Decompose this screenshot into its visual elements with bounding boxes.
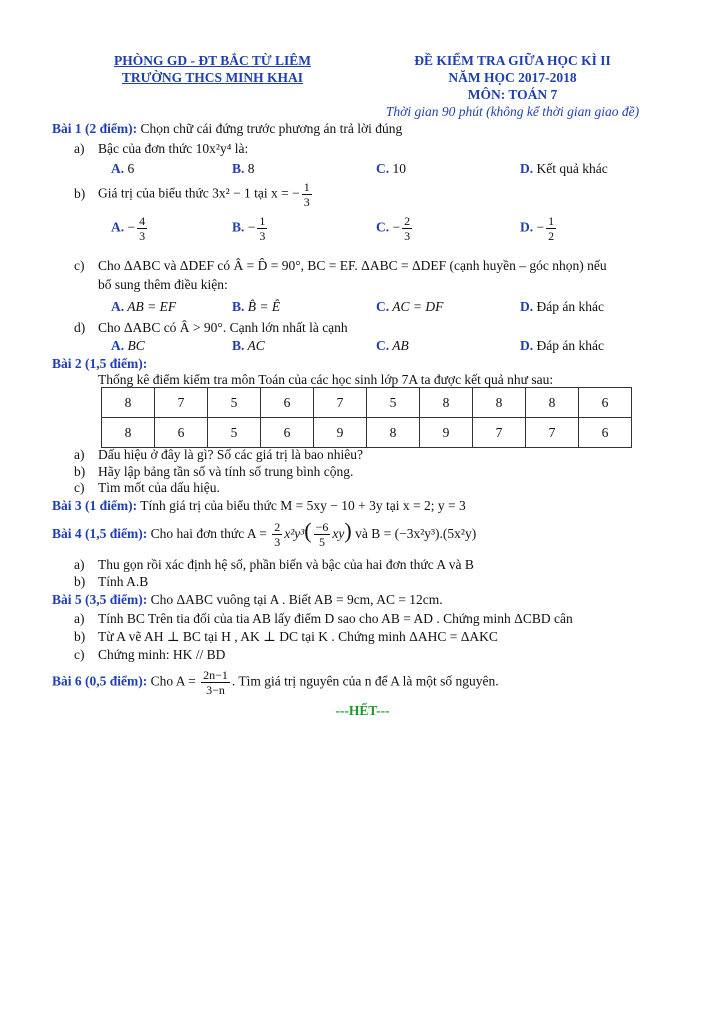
bai1-c-text: Cho ΔABC và ΔDEF có Â = D̂ = 90°, BC = EF. ΔABC = ΔDEF (cạnh huyền – góc nhọn) nếu xyxy=(98,258,607,273)
bai1-d-question: d) Cho ΔABC có Â > 90°. Cạnh lớn nhất là cạnh xyxy=(74,320,348,335)
bai6-heading: Bài 6 (0,5 điểm): Cho A = $\frac{2n-1}{3-n}$ . Tìm giá trị nguyên của n để A là một số nguyên. xyxy=(52,668,499,697)
bai4-title: Bài 4 (1,5 điểm): xyxy=(52,526,148,541)
bai3-title: Bài 3 (1 điểm): xyxy=(52,498,138,513)
bai1-a-option-b: B. 8 xyxy=(232,161,255,176)
bai1-d-option-c: C. AB xyxy=(376,338,409,353)
bai2-b: b) Hãy lập bảng tần số và tính số trung bình cộng. xyxy=(74,464,354,479)
exam-header xyxy=(370,52,655,120)
bai6-title: Bài 6 (0,5 điểm): xyxy=(52,673,148,689)
fraction-2n-1-over-3-n: $\frac{2n-1}{3-n}$ xyxy=(203,668,228,697)
school-header xyxy=(90,52,335,86)
bai1-b-question: b) Giá trị của biểu thức 3x² − 1 tại x = − $\frac{1}{3}$ xyxy=(74,180,310,209)
school-year: NĂM HỌC 2017-2018 xyxy=(448,70,577,85)
school-name: TRƯỜNG THCS MINH KHAI xyxy=(121,70,304,85)
bai1-text: Chọn chữ cái đứng trước phương án trả lời đúng xyxy=(137,121,403,136)
bai1-b-option-c: C. − $\frac{2}{3}$ xyxy=(376,214,411,243)
bai2-title: Bài 2 (1,5 điểm): xyxy=(52,356,148,371)
bai2-heading xyxy=(52,356,685,372)
bai1-d-option-a: A. BC xyxy=(111,338,145,353)
bai4-b-expr: và B = (−3x²y³).(5x²y) xyxy=(355,526,477,541)
table-row: 8 6 5 6 9 8 9 7 7 6 xyxy=(102,418,632,448)
bai5-c: c) Chứng minh: HK // BD xyxy=(74,647,226,662)
bai1-d-option-d: D. Đáp án khác xyxy=(520,338,604,353)
bai2-c: c) Tìm mốt của dấu hiệu. xyxy=(74,480,220,495)
subject: MÔN: TOÁN 7 xyxy=(467,87,558,102)
bai1-b-option-d: D. − $\frac{1}{2}$ xyxy=(520,214,555,243)
bai1-b-option-a: A. − $\frac{4}{3}$ xyxy=(111,214,146,243)
department-name: PHÒNG GD - ĐT BẮC TỪ LIÊM xyxy=(113,53,311,68)
bai1-a-option-a: A. 6 xyxy=(111,161,135,176)
bai3-heading xyxy=(52,498,685,514)
bai2-intro: Thống kê điểm kiểm tra môn Toán của các học sinh lớp 7A ta được kết quả như sau: xyxy=(98,372,554,387)
bai1-b-text: Giá trị của biểu thức 3x² − 1 tại x = − xyxy=(98,185,300,201)
bai4-b: b) Tính A.B xyxy=(74,574,149,589)
end-marker: ---HẾT--- xyxy=(335,703,390,718)
bai1-a-option-c: C. 10 xyxy=(376,161,406,176)
bai1-d-option-b: B. AC xyxy=(232,338,265,353)
bai1-c-option-b: B. B̂ = Ê xyxy=(232,299,281,314)
label-a: a) xyxy=(74,141,85,156)
bai1-title: Bài 1 (2 điểm): xyxy=(52,121,138,136)
bai1-c-option-a: A. AB = EF xyxy=(111,299,177,314)
bai5-b: b) Từ A vẽ AH ⊥ BC tại H , AK ⊥ DC tại K . Chứng minh ΔAHC = ΔAKC xyxy=(74,629,498,644)
bai1-d-text: Cho ΔABC có Â > 90°. Cạnh lớn nhất là cạnh xyxy=(98,320,348,335)
bai1-c-option-c: C. AC = DF xyxy=(376,299,444,314)
bai2-a: a) Dấu hiệu ở đây là gì? Số các giá trị là bao nhiêu? xyxy=(74,447,364,462)
bai1-c-question: c) Cho ΔABC và ΔDEF có Â = D̂ = 90°, BC = EF. ΔABC = ΔDEF (cạnh huyền – góc nhọn) nếu xyxy=(74,258,607,273)
bai1-heading xyxy=(52,121,685,137)
table-row: 8 7 5 6 7 5 8 8 8 6 xyxy=(102,388,632,418)
exam-time: Thời gian 90 phút (không kể thời gian giao đề) xyxy=(385,104,640,119)
exam-title: ĐỀ KIỂM TRA GIỮA HỌC KÌ II xyxy=(414,53,611,68)
bai5-heading: Bài 5 (3,5 điểm): Cho ΔABC vuông tại A . Biết AB = 9cm, AC = 12cm. xyxy=(52,592,443,607)
fraction-1-3: $\frac{1}{3}$ xyxy=(303,180,310,209)
bai1-a-option-d: D. Kết quả khác xyxy=(520,161,608,176)
bai4-a: a) Thu gọn rồi xác định hệ số, phần biến và bậc của hai đơn thức A và B xyxy=(74,557,474,572)
bai5-a: a) Tính BC Trên tia đối của tia AB lấy điểm D sao cho AB = AD . Chứng minh ΔCBD cân xyxy=(74,611,573,626)
bai1-b-option-b: B. − $\frac{1}{3}$ xyxy=(232,214,266,243)
bai1-c-text2: bổ sung thêm điều kiện: xyxy=(98,277,228,292)
bai1-c-option-d: D. Đáp án khác xyxy=(520,299,604,314)
score-table xyxy=(101,387,632,448)
bai5-title: Bài 5 (3,5 điểm): xyxy=(52,592,148,607)
bai1-a-question xyxy=(74,141,248,157)
bai3-text: Tính giá trị của biểu thức M = 5xy − 10 + 3y tại x = 2; y = 3 xyxy=(137,498,466,513)
bai4-heading: Bài 4 (1,5 điểm): Cho hai đơn thức A = $\frac{2}{3}$ x²y³( $\frac{-6}{5}$ xy) và B = (−3x²y³).(5x²y) xyxy=(52,518,477,550)
bai1-a-text: Bậc của đơn thức 10x²y⁴ là: xyxy=(98,141,249,156)
